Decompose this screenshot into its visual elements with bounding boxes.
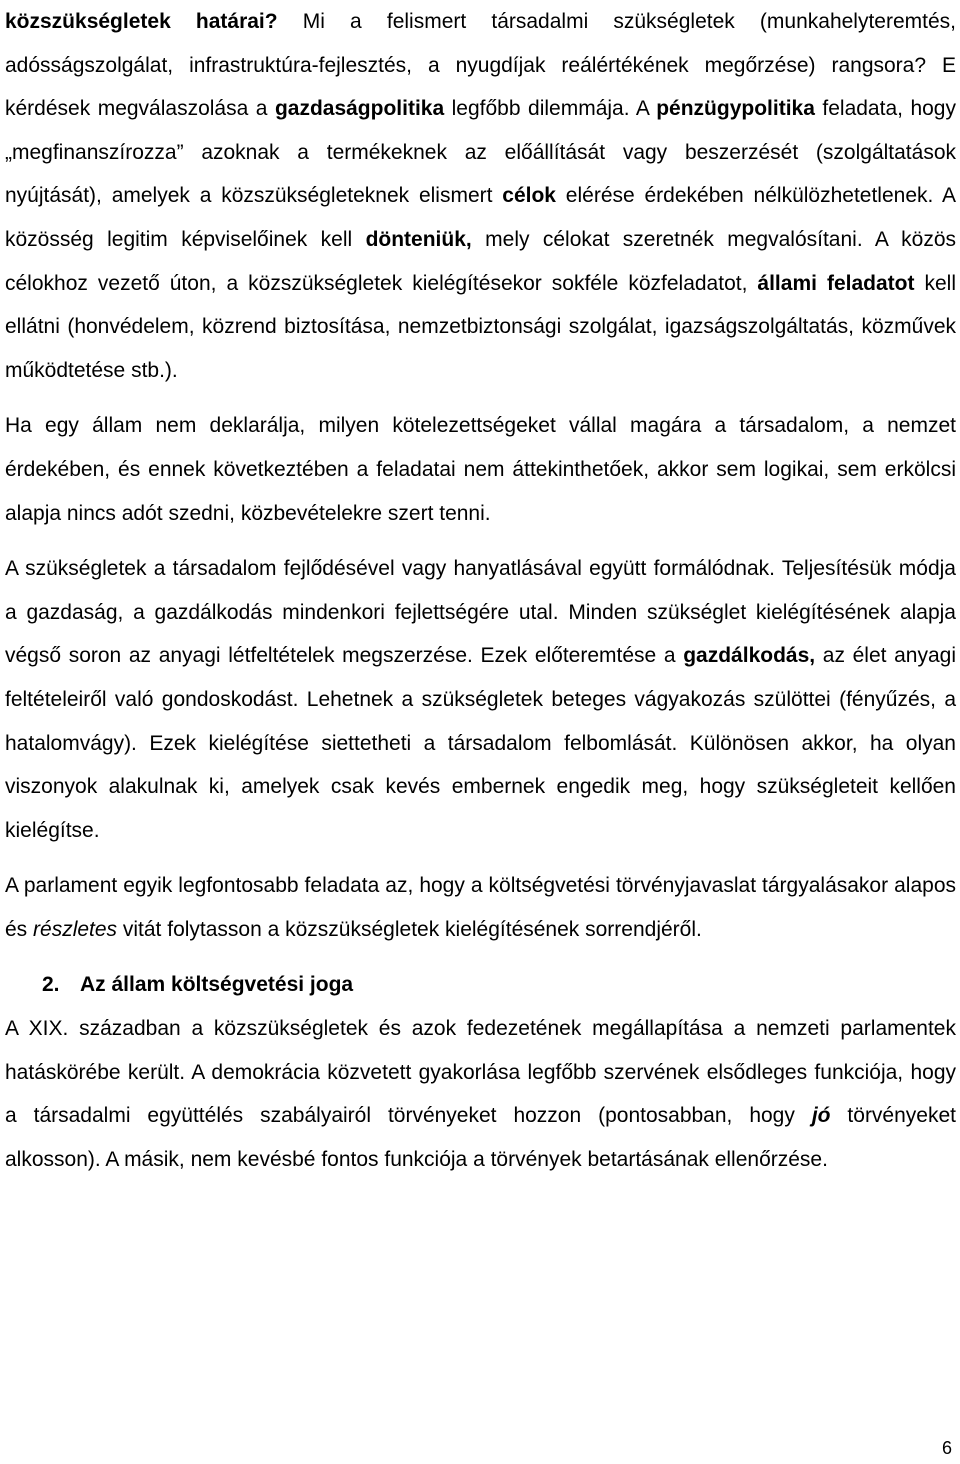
section-heading: [5, 963, 956, 1007]
text-run: törvényeket alkosson). A másik, nem kevésbé fontos funkciója a törvények betartásának ellenőrzése.: [5, 1104, 956, 1171]
text-run: feladata, hogy „megfinanszírozza” azoknak a termékeknek az előállítását vagy beszerzését (szolgáltatások nyújtását), amelyek a közszükségleteknek elismert: [5, 97, 956, 208]
section-title: Az állam költségvetési joga: [80, 973, 354, 997]
text-run: Mi a felismert társadalmi szükségletek (munkahelyteremtés, adósságszolgálat, infrastruktúra-fejlesztés, a nyugdíjak reálértékének megőrzése) rangsora? E kérdések megválaszolása a: [5, 10, 956, 121]
text-run: A szükségletek a társadalom fejlődésével vagy hanyatlásával együtt formálódnak. Teljesítésük módja a gazdaság, a gazdálkodás mindenkori fejlettségére utal. Minden szükséglet kielégítésének alapja végső soron az anyagi létfeltételek megszerzése. Ezek előteremtése a: [5, 557, 956, 668]
italic-term: részletes: [33, 917, 118, 941]
bold-term: pénzügypolitika: [656, 97, 815, 121]
text-run: kell ellátni (honvédelem, közrend biztosítása, nemzetbiztonsági szolgálat, igazságszolgáltatás, közművek működtetése stb.).: [5, 271, 956, 382]
bold-term: dönteniük,: [365, 227, 472, 251]
bold-term: gazdaságpolitika: [274, 97, 445, 121]
bold-term: célok: [502, 184, 556, 208]
bold-term: állami feladatot: [757, 271, 915, 295]
paragraph-state-obligations: Ha egy állam nem deklarálja, milyen kötelezettségeket vállal magára a társadalom, a nemzet érdekében, és ennek következtében a feladatai nem áttekinthetőek, akkor sem logikai, sem erkölcsi alapja nincs adót szedni, közbevételekre szert tenni.: [5, 414, 956, 525]
bold-term: gazdálkodás,: [683, 644, 816, 668]
page-number: 6: [941, 1438, 952, 1458]
paragraph-needs-evolution: [5, 547, 956, 852]
text-run: mely célokat szeretnék megvalósítani. A közös célokhoz vezető úton, a közszükségletek kielégítésekor sokféle közfeladatot,: [5, 227, 956, 295]
text-run: A parlament egyik legfontosabb feladata az, hogy a költségvetési törvényjavaslat tárgyalásakor alapos és: [5, 874, 956, 941]
bold-italic-term: jó: [811, 1104, 831, 1128]
bold-phrase: közszükségletek határai?: [5, 10, 278, 33]
text-run: az élet anyagi feltételeiről való gondoskodást. Lehetnek a szükségletek beteges vágyakozás szülöttei (fényűzés, a hatalomvágy). Ezek kielégítése siettetheti a társadalom felbomlását. Különösen akkor, ha olyan viszonyok alakulnak ki, amelyek csak kevés embernek engedik meg, hogy szükségleteit kellően kielégítse.: [5, 644, 956, 842]
section-number: 2.: [42, 973, 60, 997]
paragraph-parliament-task: [5, 864, 956, 951]
paragraph-public-needs: [5, 0, 956, 392]
text-run: elérése érdekében nélkülözhetetlenek. A közösség legitim képviselőinek kell: [5, 184, 957, 251]
document-page: [5, 0, 956, 1181]
text-run: vitát folytasson a közszükségletek kielégítésének sorrendjéről.: [117, 917, 702, 941]
text-run: A XIX. században a közszükségletek és azok fedezetének megállapítása a nemzeti parlamentek hatáskörébe került. A demokrácia közvetett gyakorlása legfőbb szervének elsődleges funkciója, hogy a társadalmi együttélés szabályairól törvényeket hozzon (pontosabban, hogy: [5, 1017, 956, 1128]
text-run: legfőbb dilemmája. A: [444, 97, 657, 121]
paragraph-budget-right: [5, 1007, 956, 1181]
